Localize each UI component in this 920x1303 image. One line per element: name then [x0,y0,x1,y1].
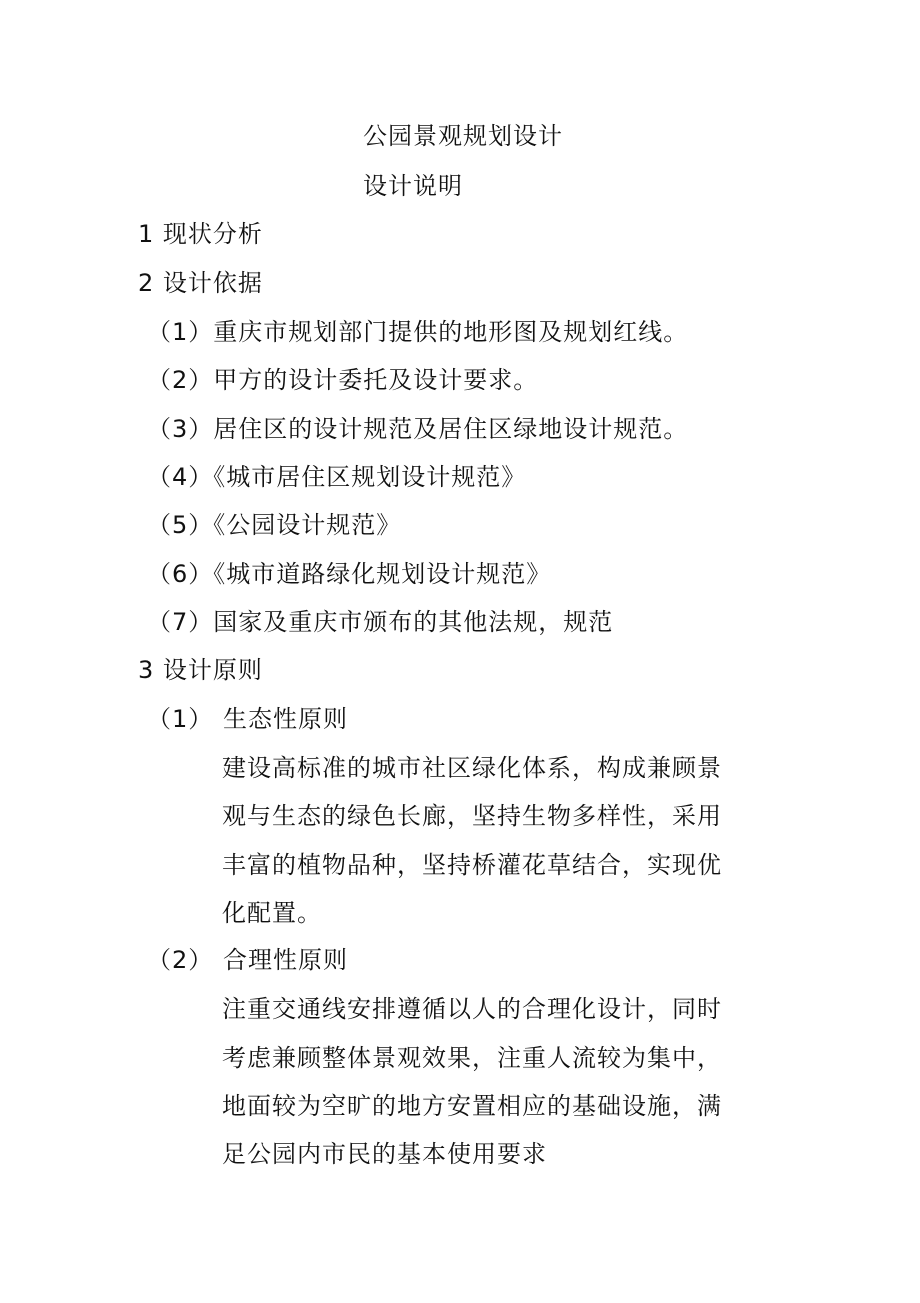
section-heading-current-analysis: 1 现状分析 [138,220,263,248]
principle-title: 合理性原则 [223,946,348,974]
section-heading-design-principles: 3 设计原则 [138,656,263,684]
principle-heading-ecological [147,703,348,735]
paragraph-line: 观与生态的绿色长廊，坚持生物多样性，采用 [222,802,722,830]
principle-number: （2） [147,946,214,974]
document-subtitle: 设计说明 [363,172,463,200]
principle-heading-rational [147,944,348,976]
basis-item: （6）《城市道路绿化规划设计规范》 [147,560,552,588]
paragraph-line: 丰富的植物品种，坚持桥灌花草结合，实现优 [222,851,722,879]
basis-item: （2）甲方的设计委托及设计要求。 [147,366,539,394]
paragraph-line: 化配置。 [222,899,322,927]
basis-item: （1）重庆市规划部门提供的地形图及规划红线。 [147,318,689,346]
basis-item: （7）国家及重庆市颁布的其他法规，规范 [147,608,614,636]
basis-item: （4）《城市居住区规划设计规范》 [147,463,527,491]
document-title: 公园景观规划设计 [363,122,563,150]
basis-item: （3）居住区的设计规范及居住区绿地设计规范。 [147,415,689,443]
paragraph-line: 注重交通线安排遵循以人的合理化设计，同时 [222,995,722,1023]
paragraph-line: 足公园内市民的基本使用要求 [222,1140,547,1168]
section-heading-design-basis: 2 设计依据 [138,269,263,297]
paragraph-line: 考虑兼顾整体景观效果，注重人流较为集中， [222,1044,722,1072]
paragraph-line: 建设高标准的城市社区绿化体系，构成兼顾景 [222,754,722,782]
basis-item: （5）《公园设计规范》 [147,511,402,539]
paragraph-line: 地面较为空旷的地方安置相应的基础设施，满 [222,1092,722,1120]
principle-title: 生态性原则 [223,705,348,733]
principle-number: （1） [147,705,214,733]
